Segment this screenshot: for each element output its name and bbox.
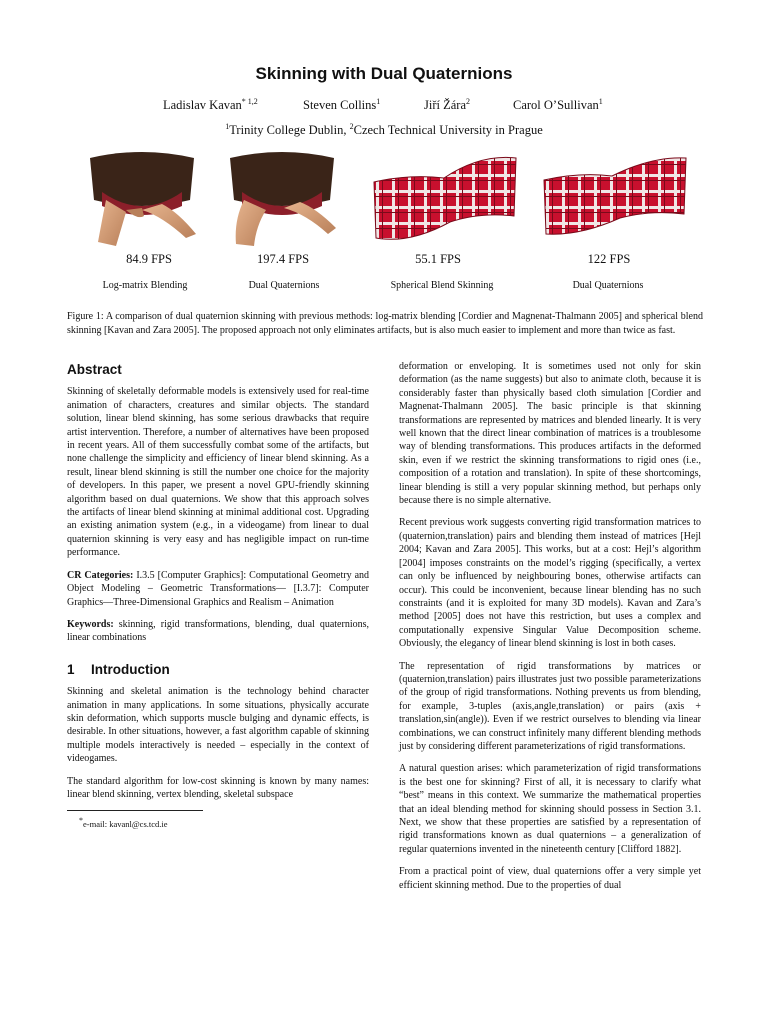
panel-caption-2: Dual Quaternions bbox=[248, 280, 320, 291]
panel-caption-4: Dual Quaternions bbox=[572, 280, 644, 291]
fps-label-4: 122 FPS bbox=[587, 252, 631, 266]
section-title: Introduction bbox=[91, 661, 170, 677]
right-paragraph-2: Recent previous work suggests converting rigid transformation matrices to (quaternion,translation) pairs and blending them instead of matrices [Hejl 2004; Kavan and Zara 2005]. This works, but at a cost: Hejl’s algorithm [2004] imposes constraints on the model’s rigging (specifically, a vertex can only be influenced by neighbouring bones, otherwise artifacts can occur). This could be inconvenient, because linear blending has no such constraints (and it is exploited for many 3D models). Kavan and Zara’s method [2005] does not have this restriction, but uses a complex and computationally expensive Singular Value Decomposition scheme. Obviously, the elegancy of linear blend skinning is lost in both cases. bbox=[399, 517, 701, 650]
right-column bbox=[399, 360, 701, 901]
right-paragraph-5: From a practical point of view, dual quaternions offer a very simple yet efficient skinning method. Due to the properties of dual bbox=[399, 866, 701, 891]
right-paragraph-1: deformation or enveloping. It is sometimes used not only for skin deformation (as the name suggests) but also to animate cloth, because it is considerably faster than physically based cloth simulation [Cordier and Magnenat-Thalmann 2005]. The basic principle is that skinning transformations are represented by matrices and blended linearly. It is very well known that the direct linear combination of matrices is a troublesome way of blending transformations. This produces artifacts in the deformed skin, even if we restrict the skinning transformations to rigid ones (i.e., composition of a rotation and translation). In spite of these shortcomings, linear blending is still a very popular skinning method, but perhaps only because there is no simple alternative. bbox=[399, 361, 701, 507]
right-paragraph-4: A natural question arises: which parameterization of rigid transformations is the best one for skinning? First of all, it is necessary to clarify what “best” means in this context. We summarize the mathematical properties that an ideal blending method for skinning should possess in Section 3.1. Next, we show that these properties are satisfied by a representation of rigid transformations known as dual quaternions – a generalization of regular quaternions invented in the nineteenth century [Clifford 1882]. bbox=[399, 763, 701, 855]
figure-panel-4-image bbox=[540, 152, 690, 244]
author-1: Ladislav Kavan$^{* 1,2}$ bbox=[163, 97, 258, 113]
keywords-text: skinning, rigid transformations, blending, dual quaternions, linear combinations bbox=[67, 618, 369, 644]
fps-label-1: 84.9 FPS bbox=[126, 252, 172, 266]
right-paragraph-3: The representation of rigid transformations by matrices or (quaternion,translation) pairs illustrates just two possible parameterizations of the group of rigid transformations. Nothing prevents us from blending, for example, 3-tuples (axis,angle,translation) or pairs (axis + translation,sin(angle)). Even if we restrict ourselves to blending via linear combinations, we can construct infinitely many different blending methods just by considering different parameterizations of rigid transformations. bbox=[399, 660, 701, 752]
cr-categories bbox=[67, 569, 369, 609]
abstract-text: Skinning of skeletally deformable models is extensively used for real-time animation of characters, creatures and similar objects. The standard solution, linear blend skinning, has some serious drawbacks that require artist intervention. Therefore, a number of alternatives have been proposed in recent years. All of them successfully combat some of the artifacts, but none challenge the simplicity and efficiency of linear blend skinning. As a result, linear blend skinning is still the number one choice for the majority of developers. In this paper, we present a novel GPU-friendly skinning algorithm based on dual quaternions. We show that this approach solves the artifacts of linear blend skinning at minimal additional cost. Upgrading an existing animation system (e.g., in a videogame) from linear to dual quaternion skinning is very easy and has negligible impact on run-time performance. bbox=[67, 386, 369, 559]
panel-caption-3: Spherical Blend Skinning bbox=[390, 280, 494, 291]
footnote-rule bbox=[67, 810, 203, 811]
intro-heading bbox=[67, 663, 369, 676]
paper-title: Skinning with Dual Quaternions bbox=[255, 64, 513, 83]
author-list bbox=[0, 97, 768, 115]
intro-paragraph-2: The standard algorithm for low-cost skinning is known by many names: linear blend skinning, vertex blending, skeletal subspace bbox=[67, 775, 369, 800]
cr-text: I.3.5 [Computer Graphics]: Computational Geometry and Object Modeling – Geometric Transformations— [I.3.7]: Computer Graphics—Three-Dimensional Graphics and Realism – Animation bbox=[67, 569, 370, 608]
fps-label-2: 197.4 FPS bbox=[256, 252, 310, 266]
affiliation: $^1$Trinity College Dublin, $^2$Czech Technical University in Prague bbox=[225, 122, 543, 138]
keywords bbox=[67, 618, 369, 645]
panel-caption-1: Log-matrix Blending bbox=[102, 280, 188, 291]
keywords-label: Keywords: bbox=[67, 618, 114, 630]
figure-panel-3-image bbox=[370, 152, 518, 244]
author-3: Jiří Žára$^2$ bbox=[424, 97, 470, 113]
cr-label: CR Categories: bbox=[67, 569, 134, 581]
figure-panel-2-image bbox=[222, 150, 342, 250]
section-number: 1 bbox=[67, 661, 75, 677]
left-column bbox=[67, 360, 369, 832]
author-4: Carol O’Sullivan$^1$ bbox=[513, 97, 603, 113]
footnote: *e-mail: kavanl@cs.tcd.ie bbox=[79, 816, 168, 830]
author-2: Steven Collins$^1$ bbox=[303, 97, 381, 113]
intro-paragraph-1: Skinning and skeletal animation is the technology behind character animation in many applications. In some situations, physically accurate skin deformation, which supports muscle bulging and dynamic effects, is desirable. In other situations, however, a fast algorithm capable of skinning multiple models interactively is needed – especially in the context of videogames. bbox=[67, 686, 369, 765]
figure-panel-1-image bbox=[82, 150, 202, 250]
fps-label-3: 55.1 FPS bbox=[415, 252, 461, 266]
abstract-heading: Abstract bbox=[67, 362, 122, 377]
figure-caption: Figure 1: A comparison of dual quaternion skinning with previous methods: log-matrix blending [Cordier and Magnenat-Thalmann 2005] and spherical blend skinning [Kavan and Zara 2005]. The proposed approach not only eliminates artifacts, but is also much easier to implement and more than twice as fast. bbox=[67, 311, 703, 336]
